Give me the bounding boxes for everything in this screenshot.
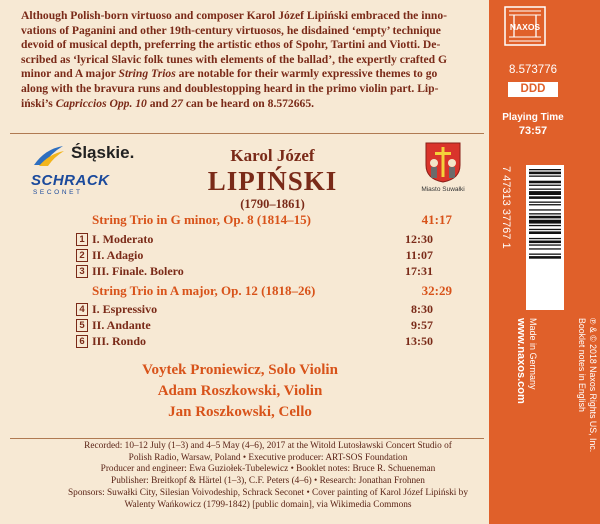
ddd-badge: DDD: [508, 82, 558, 97]
slaskie-logo: [33, 143, 143, 167]
barcode-bar: [529, 216, 561, 219]
intro-line: scribed as ‘lyrical Slavic folk tunes with elements of the ballad’, the expertly crafted G: [21, 52, 448, 66]
slaskie-wordmark: Śląskie.: [71, 143, 135, 162]
divider: [10, 133, 484, 134]
track-number: 4: [76, 303, 88, 316]
intro-italic: String Trios: [118, 67, 176, 81]
track-duration: 12:30: [405, 232, 433, 246]
barcode-bar: [529, 248, 561, 249]
barcode-bar: [529, 241, 561, 244]
barcode-bar: [529, 213, 561, 214]
barcode: [526, 165, 564, 310]
website-link[interactable]: www.naxos.com: [515, 318, 527, 404]
schrack-subtitle: SECONET: [33, 189, 83, 196]
credits-line: Publisher: Breitkopf & Härtel (1–3), C.F. Peters (4–6) • Research: Jonathan Frohnen: [111, 476, 425, 487]
barcode-bar: [529, 181, 561, 184]
suwalki-crest-icon: [424, 141, 462, 183]
barcode-digits: [497, 164, 519, 312]
intro-line: [21, 97, 481, 112]
composer-block: [150, 146, 395, 212]
catalog-number: 8.573776: [509, 64, 557, 76]
barcode-bar: [529, 231, 561, 234]
intro-italic: Capriccios Opp. 10: [55, 96, 147, 110]
divider: [10, 438, 484, 439]
intro-italic: 27: [171, 96, 183, 110]
intro-text: iński’s: [21, 96, 56, 110]
performer: Voytek Proniewicz, Solo Violin: [142, 362, 338, 378]
playing-time-value: 73:57: [518, 125, 548, 137]
track-duration: 13:50: [405, 334, 433, 348]
track-title: I. Moderato: [92, 232, 154, 246]
barcode-number: 7 47313 37767 1: [500, 166, 512, 249]
barcode-bar: [529, 220, 561, 224]
track-number: 6: [76, 335, 88, 348]
performer: Adam Roszkowski, Violin: [157, 383, 323, 399]
track-duration: 17:31: [405, 264, 433, 278]
credits-line: Polish Radio, Warsaw, Poland • Executive producer: ART-SOS Foundation: [128, 452, 408, 463]
barcode-bar: [529, 225, 561, 226]
made-in-line: Made in Germany: [528, 318, 538, 390]
performer: Jan Roszkowski, Cello: [168, 404, 312, 420]
track-row: [76, 232, 433, 246]
barcode-bar: [529, 169, 561, 170]
track-row: [76, 302, 433, 316]
schrack-wordmark: SCHRACK: [31, 172, 110, 189]
track-title: II. Adagio: [92, 248, 144, 262]
crest-caption: Miasto Suwałki: [421, 186, 465, 193]
barcode-bar: [529, 185, 561, 186]
work-title: String Trio in G minor, Op. 8 (1814–15): [92, 212, 311, 227]
composer-first-name: Karol Józef: [230, 146, 315, 165]
barcode-bar: [529, 244, 561, 245]
work-duration: 41:17: [421, 212, 452, 227]
barcode-bar: [529, 254, 561, 255]
composer-last-name: LIPIŃSKI: [207, 166, 338, 196]
naxos-wordmark: NAXOS: [509, 22, 541, 32]
intro-text: are notable for their warmly expressive themes to go: [175, 67, 438, 81]
credits: [48, 441, 488, 511]
track-title: III. Finale. Bolero: [92, 264, 184, 278]
booklet-line: Booklet notes in English: [577, 318, 587, 412]
barcode-bar: [529, 202, 561, 203]
intro-line: vations of Paganini and other 19th-century virtuosos, he disdained ‘empty’ technique: [21, 23, 441, 37]
barcode-bar: [529, 176, 561, 177]
track-row: [76, 318, 433, 332]
work-title: String Trio in A major, Op. 12 (1818–26): [92, 283, 316, 298]
track-number: 3: [76, 265, 88, 278]
credits-line: Recorded: 10–12 July (1–3) and 4–5 May (4–6), 2017 at the Witold Lutosławski Concert Studio of: [84, 441, 452, 451]
credits-line: Producer and engineer: Ewa Guziołek-Tubelewicz • Booklet notes: Bruce R. Schueneman: [100, 464, 436, 475]
barcode-bar: [529, 172, 561, 175]
barcode-bar: [529, 229, 561, 230]
playing-time-label: Playing Time: [502, 112, 564, 123]
barcode-bar: [529, 189, 561, 190]
track-number: 2: [76, 249, 88, 262]
track-title: III. Rondo: [92, 334, 147, 348]
track-title: II. Andante: [92, 318, 151, 332]
barcode-bar: [529, 256, 561, 259]
track-number: 5: [76, 319, 88, 332]
slaskie-swoosh-icon: [33, 145, 65, 167]
barcode-bar: [529, 204, 561, 205]
work-duration: 32:29: [421, 283, 452, 298]
composer-dates: (1790–1861): [240, 197, 305, 211]
naxos-logo: [504, 6, 546, 46]
track-duration: 8:30: [411, 302, 433, 316]
track-row: [76, 248, 433, 262]
intro-text: can be heard on 8.572665.: [182, 96, 315, 110]
track-row: [76, 264, 433, 278]
copyright-line: ℗ & © 2018 Naxos Rights US, Inc.: [588, 318, 598, 453]
barcode-bar: [529, 209, 561, 210]
barcode-bar: [529, 238, 561, 239]
track-row: [76, 334, 433, 348]
track-number: 1: [76, 233, 88, 246]
credits-line: Sponsors: Suwałki City, Silesian Voivodeship, Schrack Seconet • Cover painting of Karol Józef Lipiński by: [68, 487, 468, 498]
barcode-bar: [529, 196, 561, 199]
credits-line: Walenty Wańkowicz (1799-1842) [public domain], via Wikimedia Commons: [124, 499, 412, 510]
intro-line: along with the bravura runs and doublestopping heard in the primo violin part. Lip-: [21, 81, 439, 95]
barcode-bar: [529, 191, 561, 195]
intro-paragraph: [21, 9, 481, 111]
intro-line: Although Polish-born virtuoso and composer Karol Józef Lipiński embraced the inno-: [21, 9, 447, 22]
track-title: I. Espressivo: [92, 302, 158, 316]
track-duration: 11:07: [405, 248, 433, 262]
intro-line: devoid of musical depth, preferring the artistic ethos of Spohr, Tartini and Viotti. De-: [21, 38, 441, 52]
intro-text: minor and A major: [21, 67, 119, 81]
track-duration: 9:57: [411, 318, 433, 332]
intro-text: and: [146, 96, 172, 110]
schrack-logo: [31, 172, 121, 202]
intro-line: [21, 67, 481, 82]
